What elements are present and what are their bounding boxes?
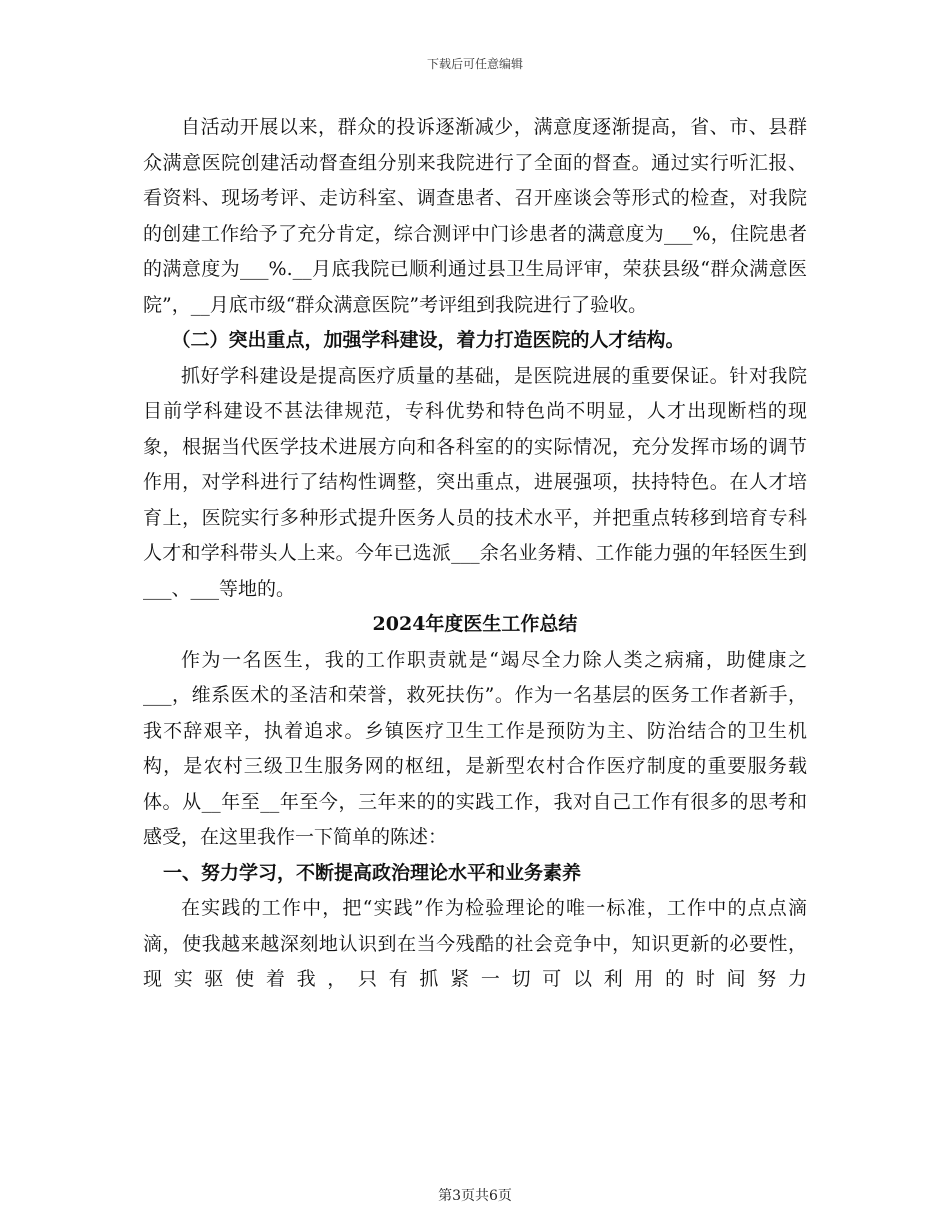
paragraph-discipline-building: 抓好学科建设是提高医疗质量的基础，是医院进展的重要保证。针对我院目前学科建设不甚法律规范，专科优势和特色尚不明显，人才出现断档的现象，根据当代医学技术进展方向和各科室的的实际情况，充分发挥市场的调节作用，对学科进行了结构性调整，突出重点，进展强项，扶持特色。在人才培育上，医院实行多种形式提升医务人员的技术水平，并把重点转移到培育专科人才和学科带头人上来。今年已选派___余名业务精、工作能力强的年轻医生到___、___等地的。: [143, 364, 807, 600]
paragraph-practice: 在实践的工作中，把“实践”作为检验理论的唯一标准，工作中的点点滴滴，使我越来越深刻地认识到在当今残酷的社会竞争中，知识更新的必要性，现实驱使着我，只有抓紧一切可以利用的时间努力: [143, 897, 807, 990]
section-heading-study: 一、努力学习，不断提高政治理论水平和业务素养: [162, 861, 581, 884]
paragraph-activity-results: 自活动开展以来，群众的投诉逐渐减少，满意度逐渐提高，省、市、县群众满意医院创建活动督查组分别来我院进行了全面的督查。通过实行听汇报、看资料、现场考评、走访科室、调查患者、召开座谈会等形式的检查，对我院的创建工作给予了充分肯定，综合测评中门诊患者的满意度为___%，住院患者的满意度为___%.__月底我院已顺利通过县卫生局评审，荣获县级“群众满意医院”，__月底市级“群众满意医院”考评组到我院进行了验收。: [143, 116, 807, 316]
page-footer: 第3页共6页: [438, 1188, 512, 1204]
page-header: 下载后可任意编辑: [426, 57, 523, 71]
document-title: 2024年度医生工作总结: [372, 613, 578, 635]
paragraph-doctor-duty: 作为一名医生，我的工作职责就是“竭尽全力除人类之病痛，助健康之___，维系医术的圣洁和荣誉，救死扶伤”。作为一名基层的医务工作者新手，我不辞艰辛，执着追求。乡镇医疗卫生工作是预防为主、防治结合的卫生机构，是农村三级卫生服务网的枢纽，是新型农村合作医疗制度的重要服务载体。从__年至__年至今，三年来的的实践工作，我对自己工作有很多的思考和感受，在这里我作一下简单的陈述：: [143, 648, 807, 848]
section-heading-discipline: （二）突出重点，加强学科建设，着力打造医院的人才结构。: [171, 329, 685, 351]
document-body: [143, 110, 807, 998]
